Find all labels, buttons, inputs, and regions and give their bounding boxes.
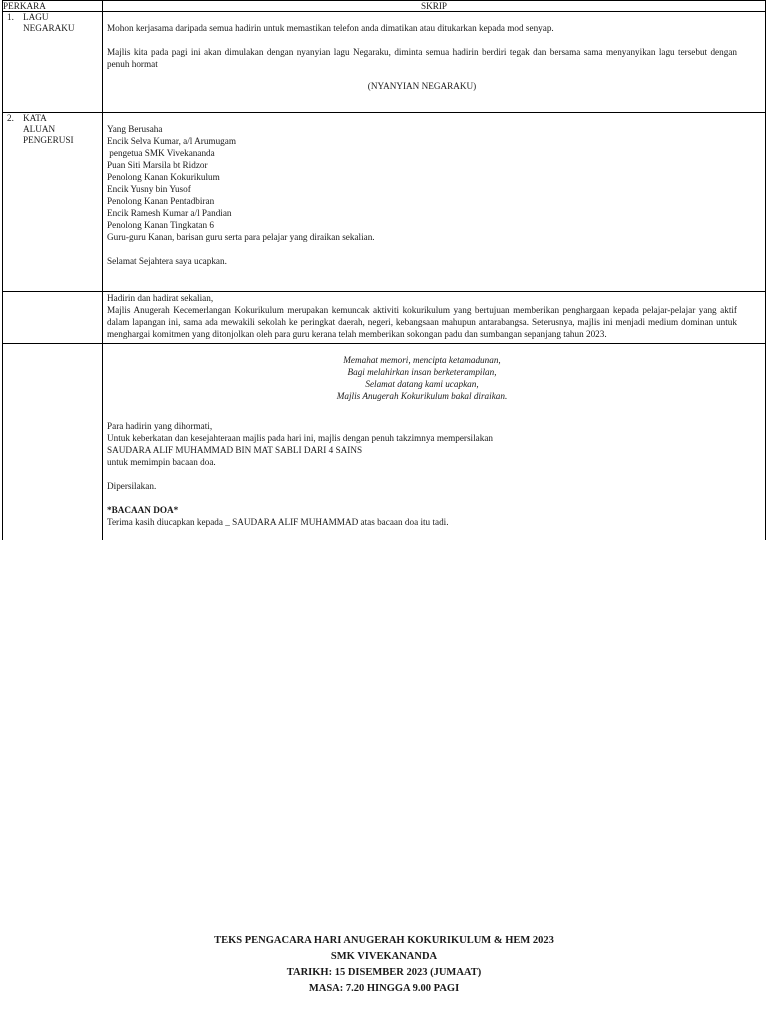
script-paragraph: Majlis kita pada pagi ini akan dimulakan dengan nyanyian lagu Negaraku, diminta semua hadirin berdiri tegak dan bersama sama menyanyikan lagu tersebut dengan penuh hormat bbox=[107, 47, 737, 69]
address-line: Guru-guru Kanan, barisan guru serta para pelajar yang diraikan sekalian. bbox=[107, 232, 375, 242]
item-label: KATA ALUAN PENGERUSI bbox=[23, 113, 74, 145]
script-line: Dipersilakan. bbox=[107, 481, 157, 491]
perkara-cell bbox=[3, 12, 103, 113]
skrip-cell bbox=[103, 344, 766, 541]
item-number: 2. bbox=[7, 113, 14, 123]
script-table bbox=[2, 0, 766, 540]
script-line: Terima kasih diucapkan kepada _ SAUDARA ALIF MUHAMMAD atas bacaan doa itu tadi. bbox=[107, 517, 449, 527]
greeting-line: Hadirin dan hadirat sekalian, bbox=[107, 293, 214, 303]
footer-title: TEKS PENGACARA HARI ANUGERAH KOKURIKULUM & HEM 2023 bbox=[214, 935, 554, 946]
address-line: Puan Siti Marsila bt Ridzor bbox=[107, 160, 208, 170]
address-line: pengetua SMK Vivekananda bbox=[107, 148, 215, 158]
prayer-cue: *BACAAN DOA* bbox=[107, 505, 179, 515]
perkara-cell bbox=[3, 113, 103, 292]
skrip-cell bbox=[103, 113, 766, 292]
item-number: 1. bbox=[7, 12, 14, 22]
address-line: Penolong Kanan Tingkatan 6 bbox=[107, 220, 214, 230]
script-line: Untuk keberkatan dan kesejahteraan majlis pada hari ini, majlis dengan penuh takzimnya mempersilakan bbox=[107, 433, 493, 443]
table-row bbox=[3, 344, 766, 541]
perkara-cell bbox=[3, 344, 103, 541]
script-line: untuk memimpin bacaan doa. bbox=[107, 457, 216, 467]
table-row bbox=[3, 292, 766, 344]
skrip-cell bbox=[103, 12, 766, 113]
address-line: Yang Berusaha bbox=[107, 124, 163, 134]
song-cue: (NYANYIAN NEGARAKU) bbox=[367, 81, 477, 91]
pantun-line: Memahat memori, mencipta ketamadunan, bbox=[343, 355, 501, 365]
pantun-line: Majlis Anugerah Kokurikulum bakal diraikan. bbox=[336, 391, 508, 401]
address-line: Penolong Kanan Pentadbiran bbox=[107, 196, 215, 206]
address-line: Encik Ramesh Kumar a/l Pandian bbox=[107, 208, 232, 218]
script-paragraph: Mohon kerjasama daripada semua hadirin untuk memastikan telefon anda dimatikan atau ditukarkan kepada mod senyap. bbox=[107, 23, 554, 33]
pantun-line: Selamat datang kami ucapkan, bbox=[365, 379, 479, 389]
header-perkara: PERKARA bbox=[3, 1, 103, 12]
footer-school: SMK VIVEKANANDA bbox=[330, 951, 438, 962]
address-line: Penolong Kanan Kokurikulum bbox=[107, 172, 220, 182]
perkara-cell bbox=[3, 292, 103, 344]
script-line: Para hadirin yang dihormati, bbox=[107, 421, 213, 431]
table-row bbox=[3, 12, 766, 113]
address-line: Encik Yusny bin Yusof bbox=[107, 184, 191, 194]
table-header-row bbox=[3, 1, 766, 12]
script-paragraph: Majlis Anugerah Kecemerlangan Kokurikulum merupakan kemuncak aktiviti kokurikulum yang bertujuan memberikan penghargaan kepada pelajar-pelajar yang aktif dalam lapangan ini, sama ada mewakili sekolah ke peringkat daerah, negeri, kebangsaan mahupun antarabangsa. Seterusnya, majlis ini menjadi medium dominan untuk menghargai komitmen yang ditonjolkan oleh para guru kerana telah memberikan sokongan padu dan sumbangan sepanjang tahun 2023. bbox=[107, 305, 737, 339]
address-line: Encik Selva Kumar, a/l Arumugam bbox=[107, 136, 236, 146]
header-skrip: SKRIP bbox=[103, 1, 766, 12]
pantun-line: Bagi melahirkan insan berketerampilan, bbox=[347, 367, 497, 377]
item-label: LAGU NEGARAKU bbox=[23, 12, 75, 33]
skrip-cell bbox=[103, 292, 766, 344]
script-line: SAUDARA ALIF MUHAMMAD BIN MAT SABLI DARI 4 SAINS bbox=[107, 445, 363, 455]
footer-time: MASA: 7.20 HINGGA 9.00 PAGI bbox=[308, 983, 460, 994]
table-row bbox=[3, 113, 766, 292]
greeting-line: Selamat Sejahtera saya ucapkan. bbox=[107, 256, 227, 266]
footer-date: TARIKH: 15 DISEMBER 2023 (JUMAAT) bbox=[286, 967, 482, 978]
document-footer bbox=[0, 933, 768, 997]
